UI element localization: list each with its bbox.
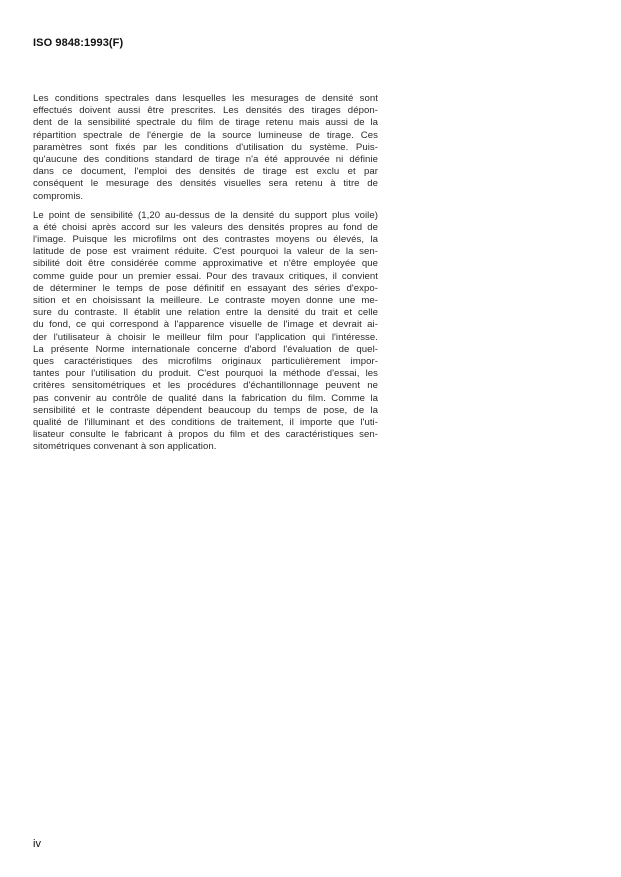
text-line: a été choisi après accord sur les valeurs des densités propres au fond de <box>33 221 378 233</box>
standard-identifier: ISO 9848:1993(F) <box>33 37 124 49</box>
text-line: effectués doivent aussi être prescrites. Les densités des tirages dépon- <box>33 105 378 117</box>
text-line: du fond, ce qui correspond à l'apparence visuelle de l'image et devrait ai- <box>33 319 378 331</box>
text-line: sition et en choisissant la meilleure. Le contraste moyen donne une me- <box>33 295 378 306</box>
text-line: sibilité doit être considérée comme approximative et n'être employée que <box>33 258 378 270</box>
text-line: lisateur consulte le fabricant à propos du film et des caractéristiques sen- <box>33 429 378 441</box>
text-line: qualité de l'illuminant et des conditions de traitement, il importe que l'uti- <box>33 416 378 428</box>
text-line: sitométriques convenant à son application. <box>33 441 217 453</box>
text-line: compromis. <box>33 190 84 202</box>
text-line: pas convenir au contrôle de qualité dans la fabrication du film. Comme la <box>33 392 378 404</box>
text-line: conséquent le mesurage des densités visuelles sera retenu à titre de <box>33 178 378 190</box>
text-line: l'image. Puisque les microfilms ont des contrastes moyens ou élevés, la <box>33 234 378 246</box>
text-line: critères sensitométriques et les procédures d'échantillonnage peuvent ne <box>33 380 378 392</box>
paragraph-spectral-conditions <box>33 93 378 203</box>
body-text <box>33 93 378 453</box>
text-line: répartition spectrale de l'énergie de la source lumineuse de tirage. Ces <box>33 129 378 141</box>
page-number: iv <box>33 838 41 850</box>
text-line: Les conditions spectrales dans lesquelles les mesurages de densité sont <box>33 93 378 104</box>
text-line: ques caractéristiques des microfilms originaux particulièrement impor- <box>33 355 378 367</box>
text-line: der l'utilisateur à choisir le meilleur film pour l'application qui l'intéresse. <box>33 331 378 343</box>
text-line: Le point de sensibilité (1,20 au-dessus de la densité du support plus voile) <box>33 209 378 221</box>
text-line: sure du contraste. Il établit une relation entre la densité du trait et celle <box>33 307 378 319</box>
text-line: dent de la sensibilité spectrale du film de tirage retenu mais aussi de la <box>33 117 378 129</box>
text-line: dans ce document, l'emploi des densités de tirage est exclu et par <box>33 166 378 178</box>
text-line: paramètres sont fixés par les conditions d'utilisation du système. Puis- <box>33 141 378 153</box>
text-line: tantes pour l'utilisation du produit. C'est pourquoi la méthode d'essai, les <box>33 368 378 380</box>
text-line: qu'aucune des conditions standard de tirage n'a été approuvée ni définie <box>33 153 378 165</box>
text-line: sensibilité et le contraste dépendent beaucoup du temps de pose, de la <box>33 404 378 416</box>
text-line: de déterminer le temps de pose définitif en essayant des séries d'expo- <box>33 282 378 294</box>
text-line: latitude de pose est vraiment réduite. C'est pourquoi la valeur de la sen- <box>33 246 378 258</box>
paragraph-sensitivity-point <box>33 210 378 454</box>
text-line: La présente Norme internationale concerne d'abord l'évaluation de quel- <box>33 343 378 355</box>
text-line: comme guide pour un premier essai. Pour des travaux critiques, il convient <box>33 270 378 282</box>
